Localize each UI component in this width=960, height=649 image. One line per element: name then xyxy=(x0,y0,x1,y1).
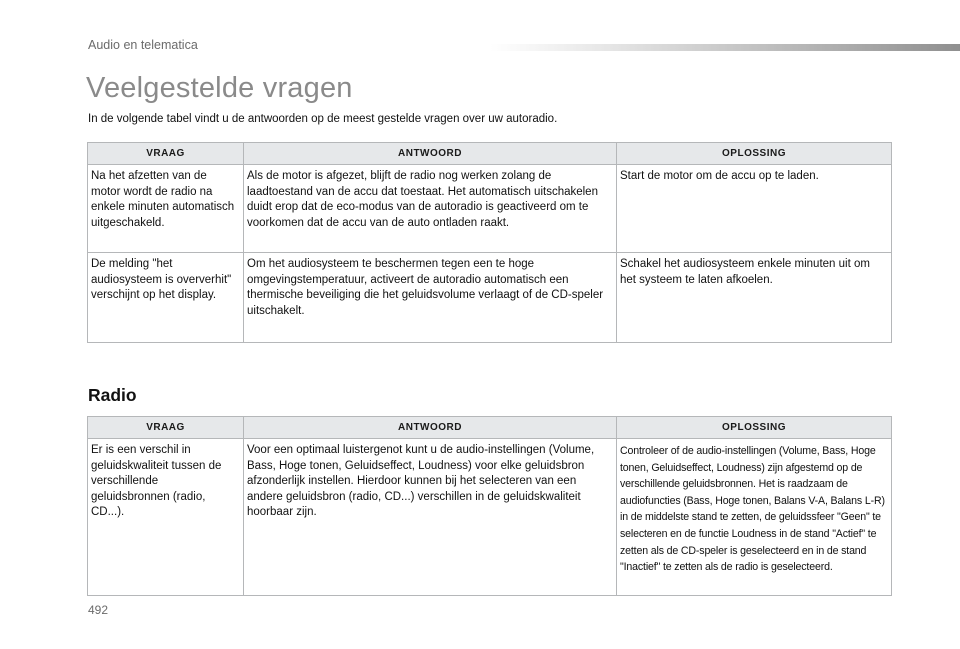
page-title: Veelgestelde vragen xyxy=(86,72,353,104)
table-header-row xyxy=(88,143,892,165)
column-header-question: VRAAG xyxy=(88,143,244,165)
intro-text: In de volgende tabel vindt u de antwoorden op de meest gestelde vragen over uw autoradio. xyxy=(88,113,558,125)
answer-cell: Om het audiosysteem te beschermen tegen een te hoge omgevingstemperatuur, activeert de autoradio automatisch een thermische beveiliging die het geluidsvolume verlaagt of de CD-speler uitschakelt. xyxy=(244,253,617,343)
answer-cell: Voor een optimaal luistergenot kunt u de audio-instellingen (Volume, Bass, Hoge tonen, Geluidseffect, Loudness) voor elke geluidsbron afzonderlijk instellen. Hierdoor kunnen bij het selecteren van een andere geluidsbron (radio, CD...) verschillen in de geluidskwaliteit hoorbaar zijn. xyxy=(244,439,617,596)
solution-cell: Schakel het audiosysteem enkele minuten uit om het systeem te laten afkoelen. xyxy=(617,253,892,343)
table-header-row xyxy=(88,417,892,439)
table-row xyxy=(88,439,892,596)
question-cell: Er is een verschil in geluidskwaliteit tussen de verschillende geluidsbronnen (radio, CD...). xyxy=(88,439,244,596)
question-cell: De melding "het audiosysteem is oververhit" verschijnt op het display. xyxy=(88,253,244,343)
answer-cell: Als de motor is afgezet, blijft de radio nog werken zolang de laadtoestand van de accu dat toestaat. Het automatisch uitschakelen duidt erop dat de eco-modus van de autoradio is geactiveerd om te voorkomen dat de accu van de auto ontladen raakt. xyxy=(244,165,617,253)
question-cell: Na het afzetten van de motor wordt de radio na enkele minuten automatisch uitgeschakeld. xyxy=(88,165,244,253)
column-header-answer: ANTWOORD xyxy=(244,143,617,165)
section-title-radio: Radio xyxy=(88,385,137,405)
table-row xyxy=(88,165,892,253)
column-header-solution: OPLOSSING xyxy=(617,417,892,439)
page-number: 492 xyxy=(88,603,109,617)
header-gradient-bar xyxy=(490,44,960,51)
solution-cell: Controleer of de audio-instellingen (Volume, Bass, Hoge tonen, Geluidseffect, Loudness) zijn afgestemd op de verschillende geluidsbronnen. Het is raadzaam de audiofuncties (Bass, Hoge tonen, Balans V-A, Balans L-R) in de middelste stand te zetten, de geluidssfeer "Geen" te selecteren en de functie Loudness in de stand "Actief" te zetten als de CD-speler is geselecteerd en in de stand "Inactief" te zetten als de radio is geselecteerd. xyxy=(617,439,892,596)
faq-table-general xyxy=(87,142,892,343)
column-header-solution: OPLOSSING xyxy=(617,143,892,165)
header-section-label: Audio en telematica xyxy=(88,38,198,52)
faq-table-radio xyxy=(87,416,892,596)
table-row xyxy=(88,253,892,343)
column-header-answer: ANTWOORD xyxy=(244,417,617,439)
column-header-question: VRAAG xyxy=(88,417,244,439)
solution-cell: Start de motor om de accu op te laden. xyxy=(617,165,892,253)
